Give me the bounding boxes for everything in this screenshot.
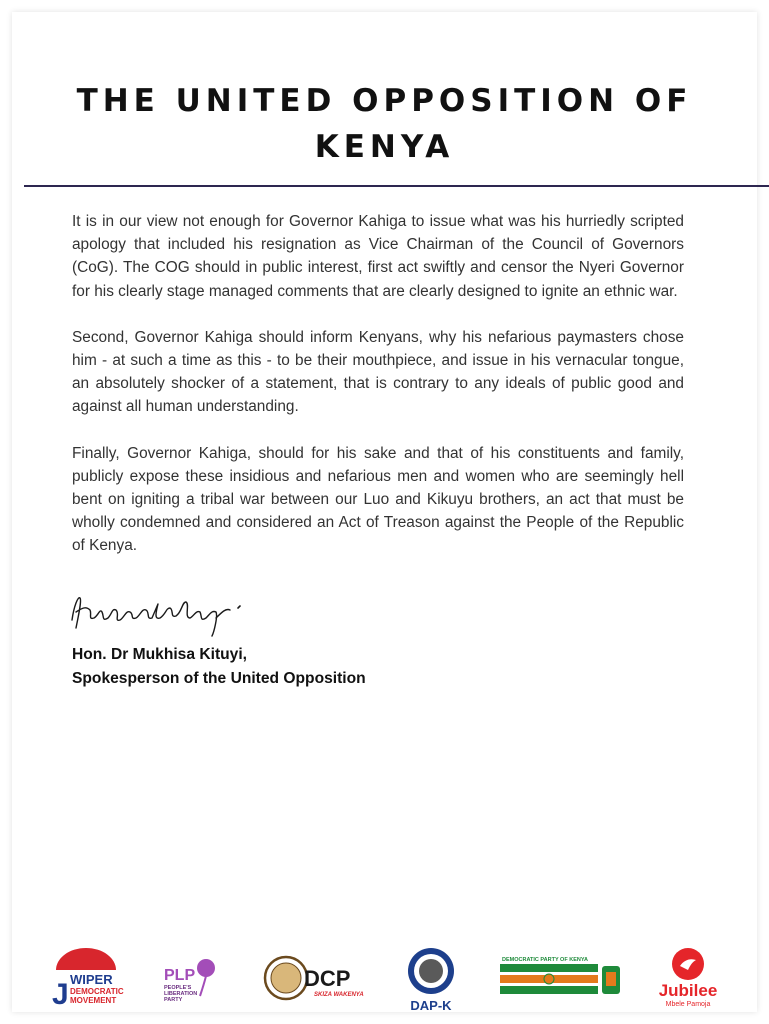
title-line-1: THE UNITED OPPOSITION OF — [76, 83, 693, 119]
plp-line-2: LIBERATION — [164, 991, 198, 997]
dapk-abbr: DAP-K — [410, 998, 452, 1013]
title-line-2: KENYA — [314, 129, 455, 165]
document-title — [0, 78, 769, 170]
statement-body — [72, 210, 684, 581]
title-divider — [24, 185, 769, 187]
plp-rose-icon — [197, 959, 215, 977]
plp-line-3: PARTY — [164, 997, 183, 1003]
jubilee-name: Jubilee — [658, 981, 718, 1000]
dcp-logo — [262, 950, 372, 1010]
dcp-abbr: DCP — [304, 966, 351, 991]
dcp-tagline: SKIZA WAKENYA — [314, 992, 364, 998]
paragraph-3: Finally, Governor Kahiga, should for his sake and that of his constituents and family, publicly expose these insidious and nefarious men and women who are seemingly hell bent on igniting a tribal war between our Luo and Kikuyu brothers, an act that must be wholly condemned and considered an Act of Treason against the People of the Republic of Kenya. — [72, 444, 684, 555]
dpk-logo — [498, 954, 626, 1006]
plp-abbr: PLP — [164, 967, 196, 984]
dapk-emblem-icon — [419, 959, 443, 983]
wiper-line-2: DEMOCRATIC — [70, 987, 124, 996]
wiper-logo — [46, 946, 130, 1010]
wiper-name: WIPER — [70, 972, 113, 987]
dpk-header: DEMOCRATIC PARTY OF KENYA — [502, 957, 588, 963]
signatory-name: Hon. Dr Mukhisa Kituyi, — [72, 646, 248, 663]
handwritten-signature — [66, 588, 266, 638]
wiper-letter: J — [52, 978, 69, 1010]
signatory-role: Spokesperson of the United Opposition — [72, 670, 366, 687]
paragraph-2: Second, Governor Kahiga should inform Kenyans, why his nefarious paymasters chose him - at such a time as this - to be their mouthpiece, and issue in his vernacular tongue, an absolutely shocker of a statement, that is contrary to any ideals of public good and against all human understanding. — [72, 328, 684, 416]
wiper-line-3: MOVEMENT — [70, 996, 117, 1005]
plp-logo — [162, 954, 224, 1008]
party-logos-row — [0, 940, 769, 1020]
dcp-emblem-icon — [271, 963, 301, 993]
jubilee-tagline: Mbele Pamoja — [665, 1001, 711, 1008]
plp-line-1: PEOPLE'S — [164, 985, 192, 991]
paragraph-1: It is in our view not enough for Governor Kahiga to issue what was his hurriedly scripted apology that included his resignation as Vice Chairman of the Council of Governors (CoG). The COG should in public interest, first act swiftly and censor the Nyeri Governor for his clearly stage managed comments that are clearly designed to ignite an ethnic war. — [72, 213, 684, 300]
dpk-emblem-icon — [544, 974, 554, 984]
dapk-logo — [398, 944, 464, 1014]
jubilee-logo — [654, 944, 726, 1014]
